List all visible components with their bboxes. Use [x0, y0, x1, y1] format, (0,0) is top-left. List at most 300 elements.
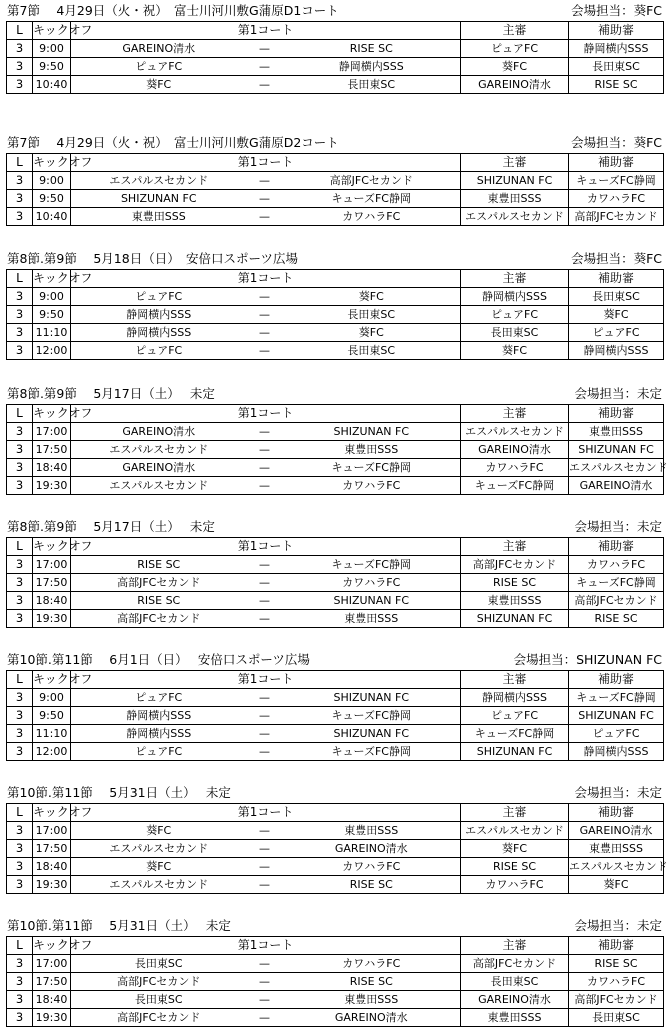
section-title: 第10節.第11節 6月1日（日） 安倍口スポーツ広場 [7, 652, 310, 667]
schedule-table [6, 21, 664, 94]
referee-header: 主審 [461, 538, 569, 556]
league-cell: 3 [7, 610, 33, 628]
kickoff-time: 18:40 [33, 991, 71, 1009]
match-row [7, 556, 664, 574]
kickoff-header: キックオフ [33, 154, 71, 172]
kickoff-time: 11:10 [33, 324, 71, 342]
section-block [0, 132, 672, 223]
match-row [7, 876, 664, 894]
venue-organizer: 会場担当：葵FC [571, 3, 662, 18]
away-team: SHIZUNAN FC [283, 423, 461, 441]
match-row [7, 423, 664, 441]
versus-dash: — [247, 822, 283, 840]
section-block [0, 516, 672, 625]
referee-team: カワハラFC [461, 459, 569, 477]
schedule-table [6, 803, 668, 894]
home-team: 静岡横内SSS [71, 324, 247, 342]
assistant-team: エスパルスセカンド [569, 858, 664, 876]
assistant-header: 補助審 [569, 270, 664, 288]
home-team: SHIZUNAN FC [71, 190, 247, 208]
kickoff-time: 17:50 [33, 574, 71, 592]
league-cell: 3 [7, 208, 33, 226]
section-block [0, 248, 672, 357]
referee-header: 主審 [461, 804, 569, 822]
assistant-team: GAREINO清水 [569, 477, 664, 495]
versus-dash: — [247, 441, 283, 459]
versus-dash: — [247, 208, 283, 226]
schedule-table [6, 269, 664, 360]
match-row [7, 610, 664, 628]
versus-dash: — [247, 306, 283, 324]
versus-dash: — [247, 991, 283, 1009]
assistant-team: SHIZUNAN FC [569, 707, 664, 725]
away-team: キューズFC静岡 [283, 459, 461, 477]
referee-team: 高部JFCセカンド [461, 955, 569, 973]
home-team: エスパルスセカンド [71, 441, 247, 459]
assistant-header: 補助審 [569, 538, 664, 556]
section-title: 第10節.第11節 5月31日（土） 未定 [7, 785, 231, 800]
assistant-team: RISE SC [569, 76, 664, 94]
kickoff-header: キックオフ [33, 22, 71, 40]
away-team: カワハラFC [283, 208, 461, 226]
home-team: 葵FC [71, 858, 247, 876]
away-team: 長田東SC [283, 342, 461, 360]
referee-header: 主審 [461, 22, 569, 40]
home-team: GAREINO清水 [71, 459, 247, 477]
versus-dash: — [247, 973, 283, 991]
league-header: L [7, 538, 33, 556]
match-row [7, 441, 664, 459]
section-title: 第8節.第9節 5月17日（土） 未定 [7, 519, 215, 534]
away-team: 葵FC [283, 288, 461, 306]
away-team: 葵FC [283, 324, 461, 342]
kickoff-header: キックオフ [33, 538, 71, 556]
referee-team: カワハラFC [461, 876, 569, 894]
referee-team: 東豊田SSS [461, 1009, 569, 1027]
kickoff-time: 19:30 [33, 1009, 71, 1027]
assistant-header: 補助審 [569, 804, 664, 822]
versus-dash: — [247, 743, 283, 761]
kickoff-time: 17:00 [33, 556, 71, 574]
versus-dash: — [247, 477, 283, 495]
referee-team: SHIZUNAN FC [461, 610, 569, 628]
referee-team: GAREINO清水 [461, 991, 569, 1009]
kickoff-time: 12:00 [33, 342, 71, 360]
assistant-team: RISE SC [569, 955, 664, 973]
away-team: RISE SC [283, 40, 461, 58]
kickoff-time: 10:40 [33, 76, 71, 94]
section-header [0, 132, 672, 154]
assistant-team: キューズFC静岡 [569, 689, 664, 707]
away-team: GAREINO清水 [283, 840, 461, 858]
league-header: L [7, 405, 33, 423]
court-header: 第1コート [71, 405, 461, 423]
league-header: L [7, 22, 33, 40]
match-row [7, 689, 664, 707]
away-team: カワハラFC [283, 477, 461, 495]
header-row [7, 405, 664, 423]
league-header: L [7, 270, 33, 288]
versus-dash: — [247, 556, 283, 574]
league-cell: 3 [7, 707, 33, 725]
home-team: 高部JFCセカンド [71, 1009, 247, 1027]
kickoff-time: 12:00 [33, 743, 71, 761]
home-team: エスパルスセカンド [71, 477, 247, 495]
assistant-team: 東豊田SSS [569, 840, 664, 858]
match-row [7, 743, 664, 761]
kickoff-time: 19:30 [33, 477, 71, 495]
away-team: RISE SC [283, 973, 461, 991]
section-title: 第7節 4月29日（火・祝） 富士川河川敷G蒲原D1コート [7, 3, 339, 18]
assistant-team: 長田東SC [569, 1009, 664, 1027]
league-cell: 3 [7, 58, 33, 76]
match-row [7, 58, 664, 76]
home-team: RISE SC [71, 556, 247, 574]
versus-dash: — [247, 574, 283, 592]
league-cell: 3 [7, 1009, 33, 1027]
kickoff-time: 9:50 [33, 58, 71, 76]
assistant-team: キューズFC静岡 [569, 574, 664, 592]
referee-team: SHIZUNAN FC [461, 743, 569, 761]
referee-team: エスパルスセカンド [461, 822, 569, 840]
match-row [7, 76, 664, 94]
match-row [7, 822, 664, 840]
league-cell: 3 [7, 840, 33, 858]
venue-organizer: 会場担当：未定 [574, 386, 662, 401]
away-team: 高部JFCセカンド [283, 172, 461, 190]
away-team: SHIZUNAN FC [283, 689, 461, 707]
league-cell: 3 [7, 342, 33, 360]
home-team: 静岡横内SSS [71, 306, 247, 324]
league-cell: 3 [7, 76, 33, 94]
assistant-team: カワハラFC [569, 190, 664, 208]
section-header [0, 248, 672, 270]
referee-header: 主審 [461, 154, 569, 172]
assistant-team: エスパルスセカンド [569, 459, 664, 477]
away-team: キューズFC静岡 [283, 707, 461, 725]
kickoff-time: 11:10 [33, 725, 71, 743]
home-team: 静岡横内SSS [71, 707, 247, 725]
referee-team: 静岡横内SSS [461, 288, 569, 306]
away-team: GAREINO清水 [283, 1009, 461, 1027]
league-header: L [7, 154, 33, 172]
kickoff-time: 19:30 [33, 876, 71, 894]
schedule-table [6, 404, 668, 495]
versus-dash: — [247, 58, 283, 76]
versus-dash: — [247, 172, 283, 190]
versus-dash: — [247, 610, 283, 628]
versus-dash: — [247, 459, 283, 477]
kickoff-time: 9:00 [33, 172, 71, 190]
away-team: キューズFC静岡 [283, 190, 461, 208]
home-team: 葵FC [71, 76, 247, 94]
kickoff-time: 9:00 [33, 40, 71, 58]
home-team: 静岡横内SSS [71, 725, 247, 743]
versus-dash: — [247, 725, 283, 743]
referee-team: 葵FC [461, 58, 569, 76]
versus-dash: — [247, 1009, 283, 1027]
match-row [7, 477, 664, 495]
schedule-table [6, 537, 664, 628]
header-row [7, 538, 664, 556]
section-header [0, 649, 672, 671]
match-row [7, 991, 664, 1009]
versus-dash: — [247, 40, 283, 58]
match-row [7, 840, 664, 858]
away-team: SHIZUNAN FC [283, 592, 461, 610]
section-title: 第7節 4月29日（火・祝） 富士川河川敷G蒲原D2コート [7, 135, 339, 150]
venue-organizer: 会場担当：未定 [574, 918, 662, 933]
referee-team: RISE SC [461, 858, 569, 876]
referee-header: 主審 [461, 937, 569, 955]
league-cell: 3 [7, 592, 33, 610]
header-row [7, 804, 664, 822]
assistant-team: 高部JFCセカンド [569, 208, 664, 226]
assistant-team: 長田東SC [569, 58, 664, 76]
away-team: 東豊田SSS [283, 991, 461, 1009]
assistant-team: RISE SC [569, 610, 664, 628]
kickoff-time: 9:00 [33, 689, 71, 707]
court-header: 第1コート [71, 538, 461, 556]
away-team: カワハラFC [283, 574, 461, 592]
versus-dash: — [247, 689, 283, 707]
venue-organizer: 会場担当：葵FC [571, 135, 662, 150]
court-header: 第1コート [71, 937, 461, 955]
referee-team: 葵FC [461, 840, 569, 858]
header-row [7, 22, 664, 40]
versus-dash: — [247, 955, 283, 973]
match-row [7, 288, 664, 306]
referee-team: キューズFC静岡 [461, 725, 569, 743]
match-row [7, 172, 664, 190]
away-team: 東豊田SSS [283, 610, 461, 628]
assistant-team: 静岡横内SSS [569, 40, 664, 58]
referee-team: 葵FC [461, 342, 569, 360]
section-block [0, 649, 672, 758]
section-title: 第8節.第9節 5月17日（土） 未定 [7, 386, 215, 401]
referee-team: ピュアFC [461, 306, 569, 324]
league-cell: 3 [7, 858, 33, 876]
versus-dash: — [247, 707, 283, 725]
league-cell: 3 [7, 423, 33, 441]
referee-team: SHIZUNAN FC [461, 172, 569, 190]
league-cell: 3 [7, 743, 33, 761]
league-cell: 3 [7, 477, 33, 495]
schedule-table [6, 936, 664, 1027]
home-team: エスパルスセカンド [71, 876, 247, 894]
versus-dash: — [247, 423, 283, 441]
referee-header: 主審 [461, 405, 569, 423]
assistant-team: 葵FC [569, 306, 664, 324]
home-team: 長田東SC [71, 991, 247, 1009]
league-cell: 3 [7, 40, 33, 58]
away-team: 静岡横内SSS [283, 58, 461, 76]
referee-team: キューズFC静岡 [461, 477, 569, 495]
versus-dash: — [247, 858, 283, 876]
home-team: GAREINO清水 [71, 423, 247, 441]
referee-team: ピュアFC [461, 40, 569, 58]
section-header [0, 516, 672, 538]
court-header: 第1コート [71, 804, 461, 822]
away-team: 東豊田SSS [283, 822, 461, 840]
match-row [7, 725, 664, 743]
assistant-header: 補助審 [569, 22, 664, 40]
away-team: RISE SC [283, 876, 461, 894]
home-team: RISE SC [71, 592, 247, 610]
kickoff-header: キックオフ [33, 804, 71, 822]
league-cell: 3 [7, 324, 33, 342]
kickoff-time: 9:00 [33, 288, 71, 306]
assistant-team: 静岡横内SSS [569, 342, 664, 360]
assistant-team: 高部JFCセカンド [569, 991, 664, 1009]
away-team: カワハラFC [283, 955, 461, 973]
assistant-team: 東豊田SSS [569, 423, 664, 441]
match-row [7, 306, 664, 324]
league-cell: 3 [7, 689, 33, 707]
league-cell: 3 [7, 991, 33, 1009]
home-team: GAREINO清水 [71, 40, 247, 58]
venue-organizer: 会場担当：葵FC [571, 251, 662, 266]
match-row [7, 973, 664, 991]
league-cell: 3 [7, 822, 33, 840]
league-cell: 3 [7, 955, 33, 973]
assistant-header: 補助審 [569, 671, 664, 689]
home-team: 長田東SC [71, 955, 247, 973]
match-row [7, 592, 664, 610]
league-cell: 3 [7, 441, 33, 459]
assistant-team: 長田東SC [569, 288, 664, 306]
match-row [7, 459, 664, 477]
league-header: L [7, 937, 33, 955]
referee-header: 主審 [461, 270, 569, 288]
assistant-header: 補助審 [569, 154, 664, 172]
kickoff-time: 10:40 [33, 208, 71, 226]
referee-team: エスパルスセカンド [461, 208, 569, 226]
kickoff-time: 17:50 [33, 840, 71, 858]
away-team: 東豊田SSS [283, 441, 461, 459]
league-cell: 3 [7, 876, 33, 894]
kickoff-time: 18:40 [33, 858, 71, 876]
assistant-header: 補助審 [569, 937, 664, 955]
assistant-team: キューズFC静岡 [569, 172, 664, 190]
assistant-team: 高部JFCセカンド [569, 592, 664, 610]
section-header [0, 0, 672, 22]
kickoff-time: 17:50 [33, 441, 71, 459]
away-team: カワハラFC [283, 858, 461, 876]
referee-team: ピュアFC [461, 707, 569, 725]
section-block [0, 0, 672, 91]
away-team: SHIZUNAN FC [283, 725, 461, 743]
kickoff-time: 17:50 [33, 973, 71, 991]
kickoff-time: 9:50 [33, 306, 71, 324]
section-block [0, 915, 672, 1024]
home-team: 高部JFCセカンド [71, 574, 247, 592]
league-cell: 3 [7, 574, 33, 592]
match-row [7, 858, 664, 876]
kickoff-header: キックオフ [33, 671, 71, 689]
home-team: ピュアFC [71, 288, 247, 306]
match-row [7, 324, 664, 342]
venue-organizer: 会場担当：SHIZUNAN FC [513, 652, 662, 667]
home-team: エスパルスセカンド [71, 172, 247, 190]
match-row [7, 40, 664, 58]
kickoff-time: 18:40 [33, 592, 71, 610]
kickoff-header: キックオフ [33, 937, 71, 955]
league-cell: 3 [7, 190, 33, 208]
home-team: ピュアFC [71, 743, 247, 761]
kickoff-time: 17:00 [33, 955, 71, 973]
versus-dash: — [247, 342, 283, 360]
match-row [7, 208, 664, 226]
header-row [7, 937, 664, 955]
header-row [7, 270, 664, 288]
home-team: ピュアFC [71, 58, 247, 76]
court-header: 第1コート [71, 154, 461, 172]
match-row [7, 342, 664, 360]
assistant-team: ピュアFC [569, 324, 664, 342]
court-header: 第1コート [71, 270, 461, 288]
away-team: キューズFC静岡 [283, 556, 461, 574]
assistant-team: 静岡横内SSS [569, 743, 664, 761]
section-header [0, 782, 672, 804]
court-header: 第1コート [71, 671, 461, 689]
referee-team: GAREINO清水 [461, 441, 569, 459]
home-team: 高部JFCセカンド [71, 610, 247, 628]
section-header [0, 383, 672, 405]
assistant-team: ピュアFC [569, 725, 664, 743]
league-cell: 3 [7, 172, 33, 190]
versus-dash: — [247, 876, 283, 894]
kickoff-time: 17:00 [33, 822, 71, 840]
versus-dash: — [247, 592, 283, 610]
league-cell: 3 [7, 306, 33, 324]
schedule-table [6, 670, 664, 761]
match-row [7, 707, 664, 725]
assistant-team: カワハラFC [569, 973, 664, 991]
league-cell: 3 [7, 556, 33, 574]
section-header [0, 915, 672, 937]
away-team: 長田東SC [283, 306, 461, 324]
away-team: キューズFC静岡 [283, 743, 461, 761]
referee-team: RISE SC [461, 574, 569, 592]
referee-team: 高部JFCセカンド [461, 556, 569, 574]
header-row [7, 154, 664, 172]
referee-team: 静岡横内SSS [461, 689, 569, 707]
away-team: 長田東SC [283, 76, 461, 94]
match-row [7, 574, 664, 592]
venue-organizer: 会場担当：未定 [574, 519, 662, 534]
match-row [7, 1009, 664, 1027]
section-title: 第8節.第9節 5月18日（日） 安倍口スポーツ広場 [7, 251, 298, 266]
league-header: L [7, 804, 33, 822]
header-row [7, 671, 664, 689]
court-header: 第1コート [71, 22, 461, 40]
referee-team: GAREINO清水 [461, 76, 569, 94]
section-block [0, 782, 672, 891]
match-row [7, 955, 664, 973]
home-team: ピュアFC [71, 689, 247, 707]
assistant-header: 補助審 [569, 405, 664, 423]
assistant-team: SHIZUNAN FC [569, 441, 664, 459]
league-header: L [7, 671, 33, 689]
versus-dash: — [247, 76, 283, 94]
kickoff-header: キックオフ [33, 270, 71, 288]
section-title: 第10節.第11節 5月31日（土） 未定 [7, 918, 231, 933]
referee-team: エスパルスセカンド [461, 423, 569, 441]
referee-team: 東豊田SSS [461, 190, 569, 208]
referee-header: 主審 [461, 671, 569, 689]
referee-team: 長田東SC [461, 973, 569, 991]
